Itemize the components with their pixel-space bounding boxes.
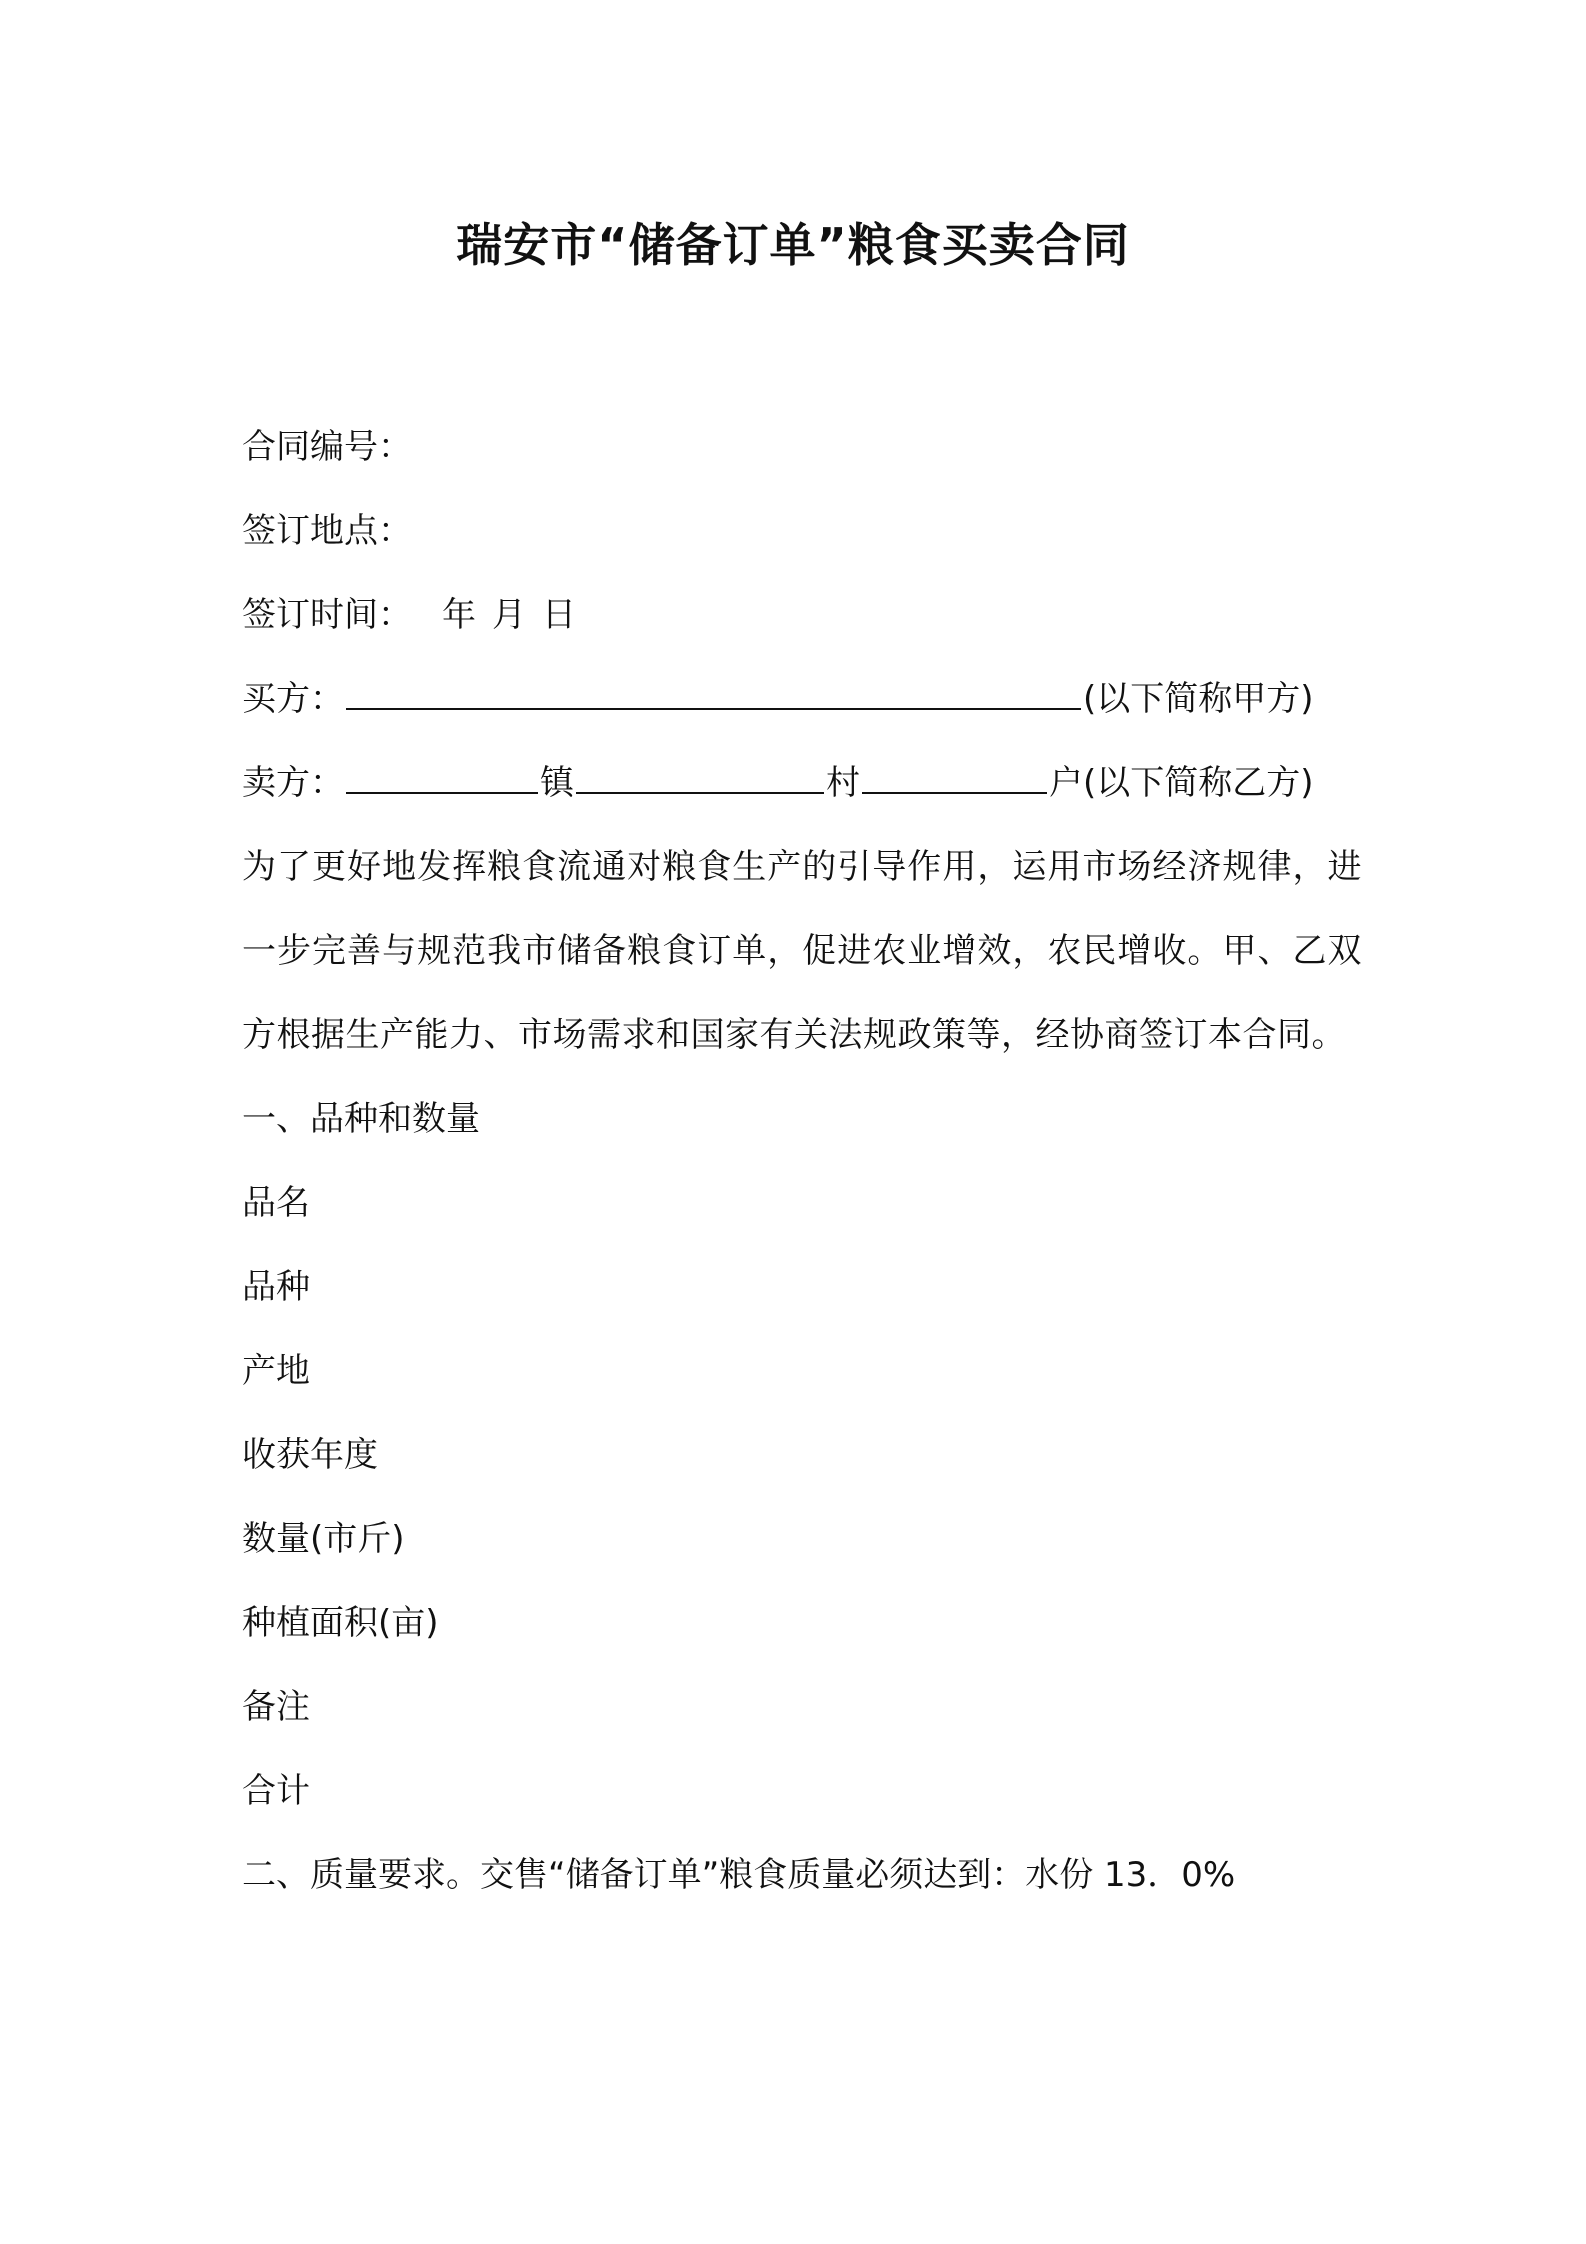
section1-item: 品名	[242, 1183, 310, 1223]
buyer-label: 买方：	[242, 679, 344, 719]
seller-label: 卖方：	[242, 763, 344, 803]
buyer-line	[242, 657, 1362, 741]
document-title: 瑞安市“储备订单”粮食买卖合同	[456, 218, 1130, 272]
sign-time-month: 月	[492, 595, 526, 635]
section1-item: 合计	[242, 1771, 310, 1811]
section2-text: 二、质量要求。交售“储备订单”粮食质量必须达到：水份 13．0%	[242, 1855, 1236, 1895]
seller-village-label: 村	[826, 763, 860, 803]
contract-number-label: 合同编号：	[242, 427, 412, 467]
buyer-blank	[346, 666, 1081, 710]
sign-time-line	[242, 573, 1362, 657]
buyer-suffix: (以下简称甲方)	[1083, 679, 1314, 719]
sign-time-label: 签订时间：	[242, 595, 412, 635]
seller-town-blank	[346, 750, 538, 794]
sign-place-line	[242, 489, 1362, 573]
sign-time-day: 日	[542, 595, 576, 635]
section1-heading: 一、品种和数量	[242, 1099, 480, 1139]
section1-item: 收获年度	[242, 1435, 378, 1475]
contract-body	[242, 405, 1362, 1917]
section1-item: 品种	[242, 1267, 310, 1307]
intro-paragraph: 为了更好地发挥粮食流通对粮食生产的引导作用，运用市场经济规律，进一步完善与规范我市储备粮食订单，促进农业增效，农民增收。甲、乙双方根据生产能力、市场需求和国家有关法规政策等，经协商签订本合同。	[242, 847, 1362, 1055]
section1-item: 备注	[242, 1687, 310, 1727]
seller-village-blank	[576, 750, 824, 794]
section1-item: 数量(市斤)	[242, 1519, 405, 1559]
seller-household-blank	[862, 750, 1047, 794]
seller-line	[242, 741, 1362, 825]
section1-item: 种植面积(亩)	[242, 1603, 439, 1643]
seller-household-suffix: 户(以下简称乙方)	[1049, 763, 1314, 803]
sign-time-year: 年	[442, 595, 476, 635]
seller-town-label: 镇	[540, 763, 574, 803]
sign-place-label: 签订地点：	[242, 511, 412, 551]
contract-number-line	[242, 405, 1362, 489]
section1-item: 产地	[242, 1351, 310, 1391]
